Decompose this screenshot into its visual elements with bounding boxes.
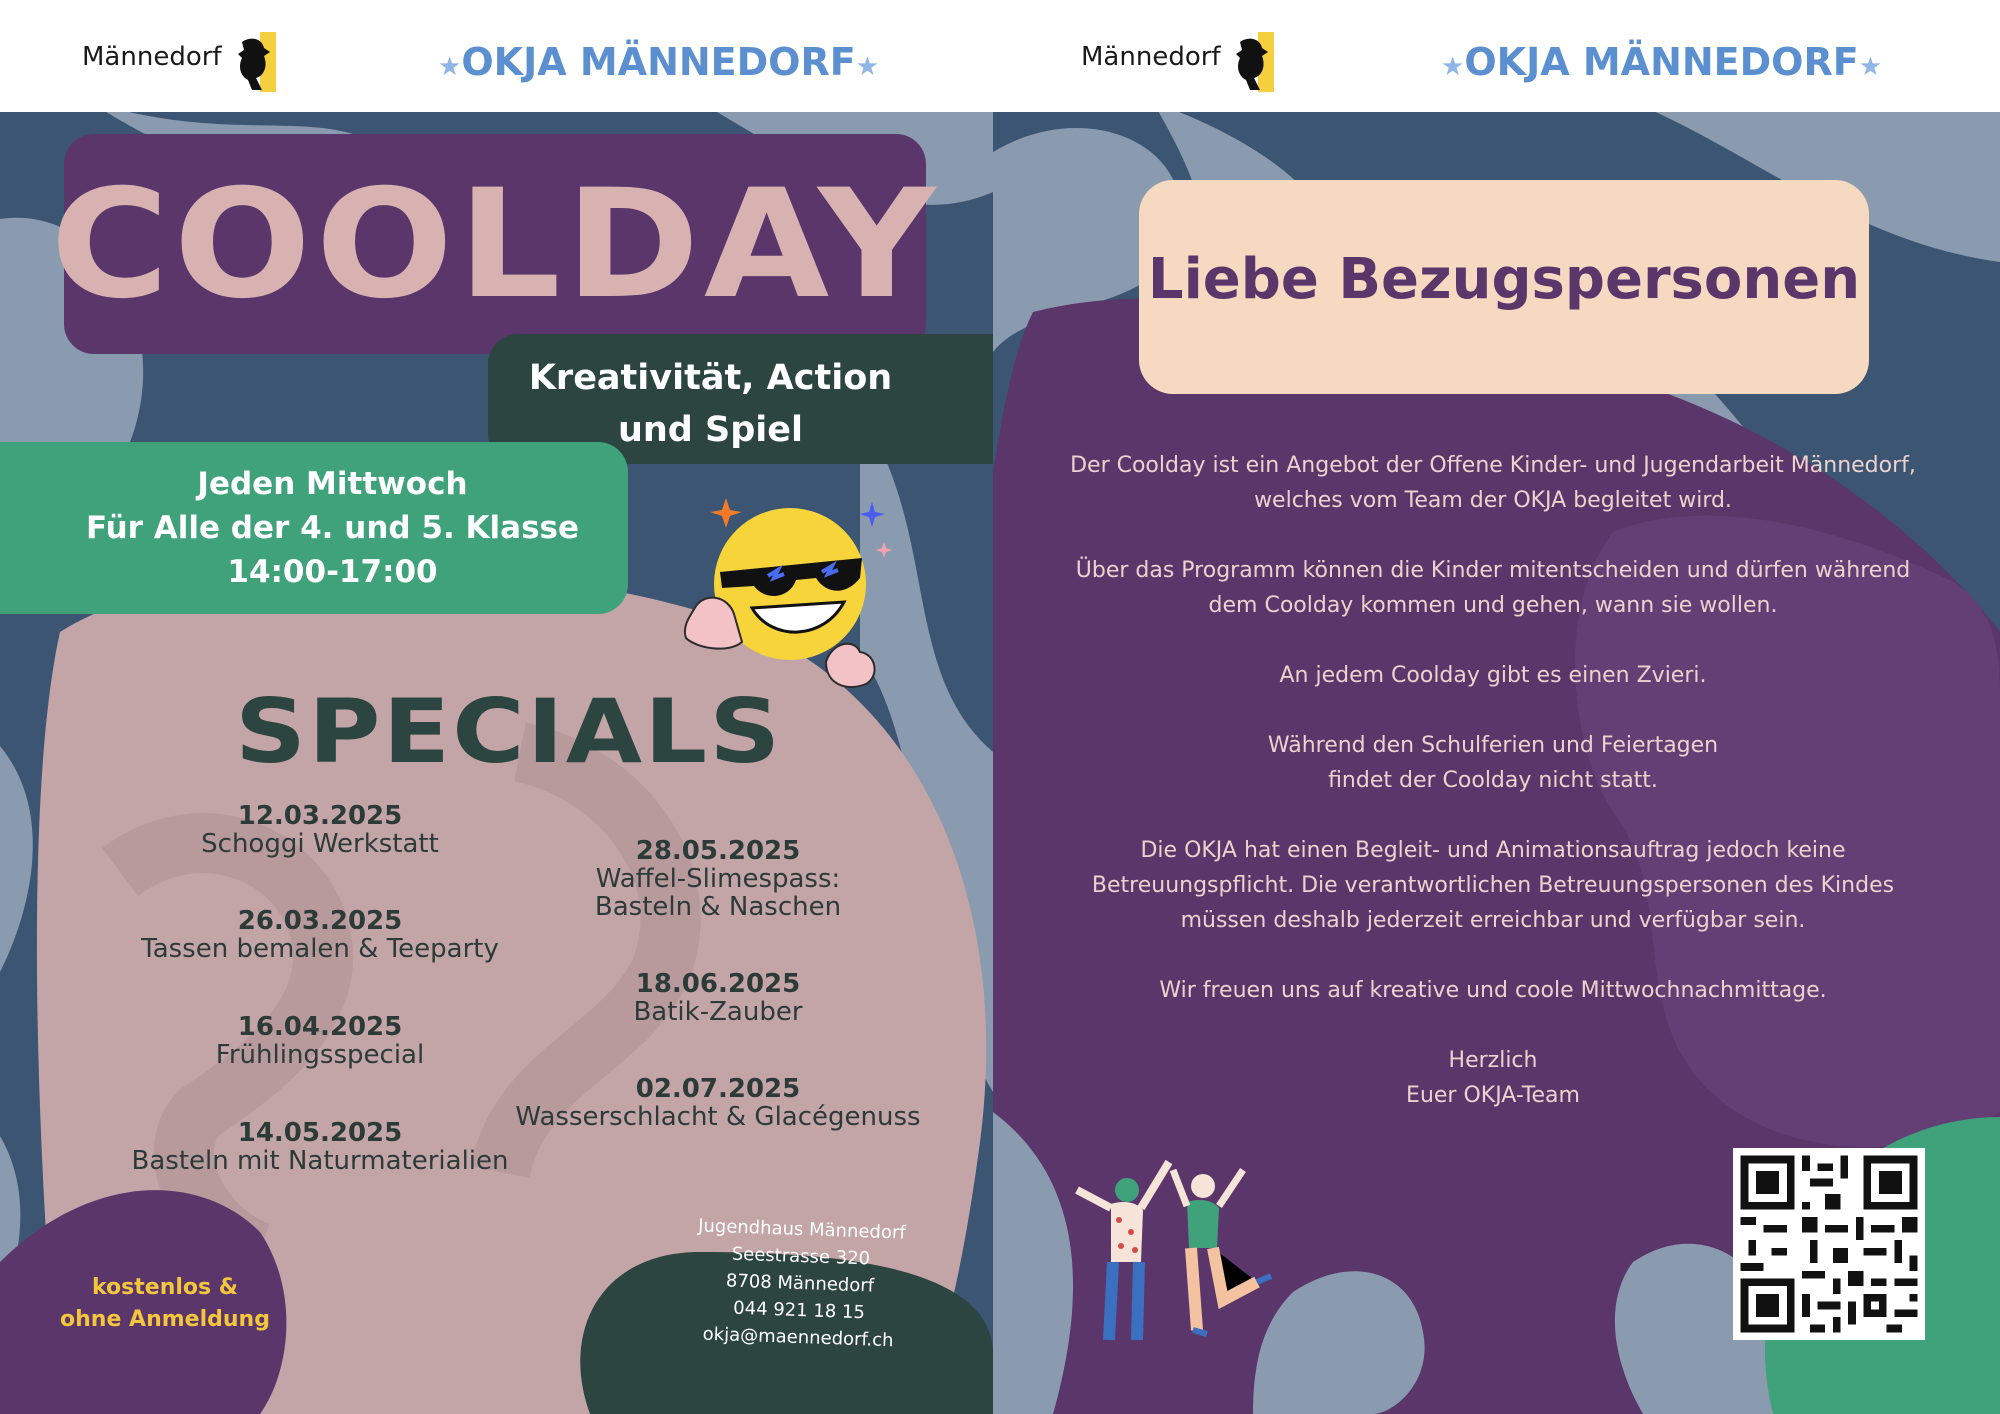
event-date: 12.03.2025 bbox=[237, 801, 403, 831]
event-item bbox=[488, 837, 948, 921]
heading: Liebe Bezugspersonen bbox=[1147, 247, 1861, 312]
address-name: Jugendhaus Männedorf bbox=[697, 1215, 907, 1244]
event-date: 02.07.2025 bbox=[635, 1074, 801, 1104]
event-title: Frühlingsspecial bbox=[215, 1040, 425, 1070]
address-phone: 044 921 18 15 bbox=[732, 1297, 866, 1324]
letter-line: An jedem Coolday gibt es einen Zvieri. bbox=[1279, 663, 1707, 688]
star-icon: ★ bbox=[855, 52, 880, 82]
event-title: Basteln mit Naturmaterialien bbox=[131, 1146, 509, 1176]
header bbox=[0, 0, 993, 112]
tagline-line: und Spiel bbox=[617, 410, 804, 450]
free-line: kostenlos & bbox=[92, 1275, 238, 1300]
municipality-name: Männedorf bbox=[82, 42, 222, 72]
event-date: 18.06.2025 bbox=[635, 969, 801, 999]
letter-line: Betreuungspflicht. Die verantwortlichen Betreuungspersonen des Kindes bbox=[1091, 873, 1895, 898]
qr-code[interactable] bbox=[1733, 1148, 1925, 1340]
event-title: Basteln & Naschen bbox=[594, 892, 842, 922]
letter-closing bbox=[1033, 1043, 1953, 1113]
okja-logo-text: OKJA MÄNNEDORF bbox=[461, 40, 856, 84]
event-item bbox=[488, 1075, 948, 1131]
dancing-people-icon bbox=[1073, 1150, 1293, 1360]
event-date: 16.04.2025 bbox=[237, 1012, 403, 1042]
municipality-name: Männedorf bbox=[1081, 42, 1221, 72]
star-icon: ★ bbox=[1441, 52, 1465, 82]
letter-line: Euer OKJA-Team bbox=[1406, 1083, 1580, 1108]
crest-icon bbox=[1234, 32, 1274, 92]
letter-paragraph bbox=[1033, 973, 1953, 1008]
letter-line: Herzlich bbox=[1448, 1048, 1538, 1073]
header bbox=[993, 0, 2000, 112]
flyer-back bbox=[993, 0, 2000, 1414]
crest-icon bbox=[236, 32, 276, 92]
okja-logo bbox=[1441, 40, 1882, 84]
event-title: Schoggi Werkstatt bbox=[201, 829, 439, 859]
letter-body bbox=[1033, 448, 1953, 1148]
event-title: Batik-Zauber bbox=[633, 997, 803, 1027]
letter-paragraph bbox=[1033, 553, 1953, 623]
event-title: Waffel-Slimespass: bbox=[595, 864, 841, 894]
event-date: 26.03.2025 bbox=[237, 906, 403, 936]
specials-title: SPECIALS bbox=[235, 680, 783, 783]
letter-paragraph bbox=[1033, 448, 1953, 518]
event-date: 28.05.2025 bbox=[635, 836, 801, 866]
letter-line: Die OKJA hat einen Begleit- und Animationsauftrag jedoch keine bbox=[1140, 838, 1846, 863]
okja-logo-text: OKJA MÄNNEDORF bbox=[1464, 40, 1859, 84]
event-date: 14.05.2025 bbox=[237, 1118, 403, 1148]
free-info bbox=[0, 1272, 330, 1336]
schedule bbox=[0, 462, 665, 594]
event-title: Wasserschlacht & Glacégenuss bbox=[515, 1102, 921, 1132]
tagline-line: Kreativität, Action bbox=[528, 358, 893, 398]
address-street: Seestrasse 320 bbox=[731, 1243, 871, 1270]
event-title: Tassen bemalen & Teeparty bbox=[141, 934, 499, 964]
free-line: ohne Anmeldung bbox=[60, 1307, 270, 1332]
letter-line: müssen deshalb jederzeit erreichbar und verfügbar sein. bbox=[1180, 908, 1806, 933]
okja-logo bbox=[438, 40, 879, 84]
letter-line: findet der Coolday nicht statt. bbox=[1328, 768, 1658, 793]
letter-line: Wir freuen uns auf kreative und coole Mittwochnachmittage. bbox=[1159, 978, 1827, 1003]
letter-paragraph bbox=[1033, 728, 1953, 798]
letter-paragraph bbox=[1033, 658, 1953, 693]
star-icon: ★ bbox=[1858, 52, 1883, 82]
letter-line: welches vom Team der OKJA begleitet wird. bbox=[1254, 488, 1732, 513]
event-item bbox=[488, 970, 948, 1026]
address-city: 8708 Männedorf bbox=[725, 1270, 875, 1297]
address-block bbox=[653, 1211, 948, 1356]
address-email[interactable]: okja@maennedorf.ch bbox=[702, 1323, 894, 1352]
title: COOLDAY bbox=[50, 158, 940, 332]
schedule-audience: Für Alle der 4. und 5. Klasse bbox=[85, 510, 580, 546]
qr-code-icon bbox=[1733, 1148, 1925, 1340]
letter-paragraph bbox=[1033, 833, 1953, 938]
tagline bbox=[488, 352, 933, 456]
schedule-time: 14:00-17:00 bbox=[227, 554, 438, 590]
letter-line: Über das Programm können die Kinder mitentscheiden und dürfen während bbox=[1075, 558, 1911, 583]
letter-line: Der Coolday ist ein Angebot der Offene Kinder- und Jugendarbeit Männedorf, bbox=[1070, 453, 1916, 478]
cool-emoji-icon bbox=[676, 492, 896, 702]
schedule-day: Jeden Mittwoch bbox=[197, 466, 468, 502]
flyer-front bbox=[0, 0, 993, 1414]
star-icon: ★ bbox=[438, 52, 462, 82]
letter-line: dem Coolday kommen und gehen, wann sie wollen. bbox=[1208, 593, 1778, 618]
letter-line: Während den Schulferien und Feiertagen bbox=[1267, 733, 1719, 758]
